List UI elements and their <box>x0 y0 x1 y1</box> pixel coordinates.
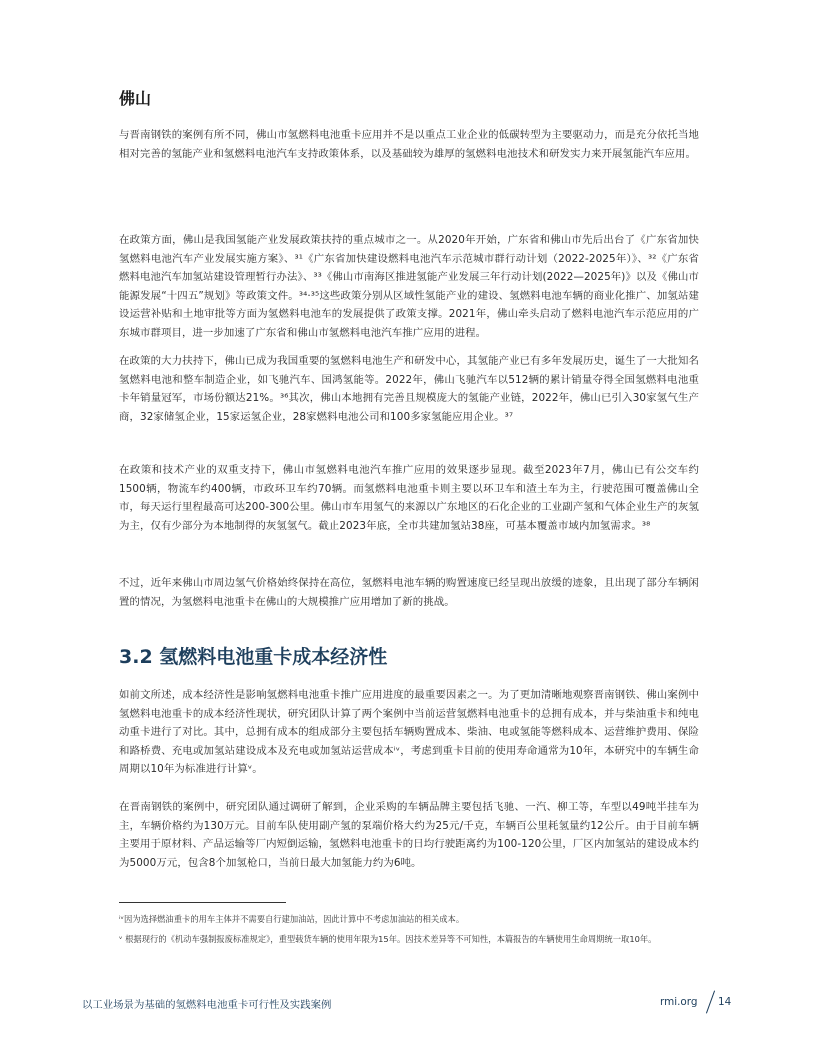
paragraph-cost-intro: 如前文所述，成本经济性是影响氢燃料电池重卡推广应用进度的最重要因素之一。为了更加清晰地观察晋南钢铁、佛山案例中氢燃料电池重卡的成本经济性现状，研究团队计算了两个案例中当前运营氢燃料电池重卡的总拥有成本，并与柴油重卡和纯电动重卡进行了对比。其中，总拥有成本的组成部分主要包括车辆购置成本、柴油、电或氢能等燃料成本、运营维护费用、保险和路桥费、充电或加氢站建设成本及充电或加氢站运营成本ⁱᵛ，考虑到重卡目前的使用寿命通常为10年，本研究中的车辆生命周期以10年为标准进行计算ᵛ。 <box>119 689 699 776</box>
paragraph-jinnan-case: 在晋南钢铁的案例中，研究团队通过调研了解到，企业采购的车辆品牌主要包括飞驰、一汽、柳工等，车型以49吨半挂车为主，车辆价格约为130万元。目前车队使用副产氢的泵端价格大约为25元/千克，车辆百公里耗氢量约12公斤。由于目前车辆主要用于原材料、产品运输等厂内短倒运输，氢燃料电池重卡的日均行驶距离约为100-120公里，厂区内加氢站的建设成本约为5000万元，包含8个加氢枪口，当前日最大加氢能力约为6吨。 <box>119 801 699 869</box>
paragraph-deployment: 在政策和技术产业的双重支持下，佛山市氢燃料电池汽车推广应用的效果逐步显现。截至2023年7月，佛山已有公交车约1500辆，物流车约400辆，市政环卫车约70辆。而氢燃料电池重卡则主要以环卫车和渣土车为主，行驶范围可覆盖佛山全市，每天运行里程最高可达200-300公里。佛山市车用氢气的来源以广东地区的石化企业的工业副产氢和气体企业生产的灰氢为主，仅有少部分为本地制得的灰氢氢气。截止2023年底，全市共建加氢站38座，可基本覆盖市域内加氢需求。³⁸ <box>119 464 699 532</box>
section-heading-3-2: 3.2 氢燃料电池重卡成本经济性 <box>119 646 388 668</box>
footer-slash-divider <box>706 991 715 1014</box>
paragraph-industry: 在政策的大力扶持下，佛山已成为我国重要的氢燃料电池生产和研发中心，其氢能产业已有多年发展历史，诞生了一大批知名氢燃料电池和整车制造企业，如飞驰汽车、国鸿氢能等。2022年，佛山飞驰汽车以512辆的累计销量夺得全国氢燃料电池重卡年销量冠军，市场份额达21%。³⁶其次，佛山本地拥有完善且规模庞大的氢能产业链，2022年，佛山已引入30家氢气生产商，32家储氢企业，15家运氢企业，28家燃料电池公司和100多家氢能应用企业。³⁷ <box>119 355 699 423</box>
footer-site-link[interactable]: rmi.org <box>660 996 698 1008</box>
footer-page-info <box>660 990 740 1014</box>
page-number: 14 <box>718 996 732 1008</box>
paragraph-intro: 与晋南钢铁的案例有所不同，佛山市氢燃料电池重卡应用并不是以重点工业企业的低碳转型为主要驱动力，而是充分依托当地相对完善的氢能产业和氢燃料电池汽车支持政策体系，以及基础较为雄厚的氢燃料电池技术和研发实力来开展氢能汽车应用。 <box>119 129 699 160</box>
footnote-v: ᵛ 根据现行的《机动车强制报废标准规定》，重型载货车辆的使用年限为15年。因技术差异等不可知性，本篇报告的车辆使用生命周期统一取10年。 <box>119 934 657 944</box>
footnote-divider <box>119 902 286 903</box>
subsection-heading-foshan: 佛山 <box>119 89 152 108</box>
footnote-iv: ⁱᵛ因为选择燃油重卡的用车主体并不需要自行建加油站，因此计算中不考虑加油站的相关成本。 <box>119 914 465 924</box>
paragraph-challenge: 不过，近年来佛山市周边氢气价格始终保持在高位，氢燃料电池车辆的购置速度已经呈现出放缓的迹象，且出现了部分车辆闲置的情况，为氢燃料电池重卡在佛山的大规模推广应用增加了新的挑战。 <box>119 577 699 608</box>
footer-report-title: 以工业场景为基础的氢燃料电池重卡可行性及实践案例 <box>82 999 332 1011</box>
paragraph-policy: 在政策方面，佛山是我国氢能产业发展政策扶持的重点城市之一。从2020年开始，广东省和佛山市先后出台了《广东省加快氢燃料电池汽车产业发展实施方案》、³¹《广东省加快建设燃料电池汽车示范城市群行动计划（2022-2025年）》、³²《广东省燃料电池汽车加氢站建设管理暂行办法》、³³《佛山市南海区推进氢能产业发展三年行动计划(2022—2025年)》以及《佛山市能源发展“十四五”规划》等政策文件。³⁴·³⁵这些政策分别从区域性氢能产业的建设、氢燃料电池车辆的商业化推广、加氢站建设运营补贴和土地审批等方面为氢燃料电池车的发展提供了政策支撑。2021年，佛山牵头启动了燃料电池汽车示范应用的广东城市群项目，进一步加速了广东省和佛山市氢燃料电池汽车推广应用的进程。 <box>119 234 699 339</box>
